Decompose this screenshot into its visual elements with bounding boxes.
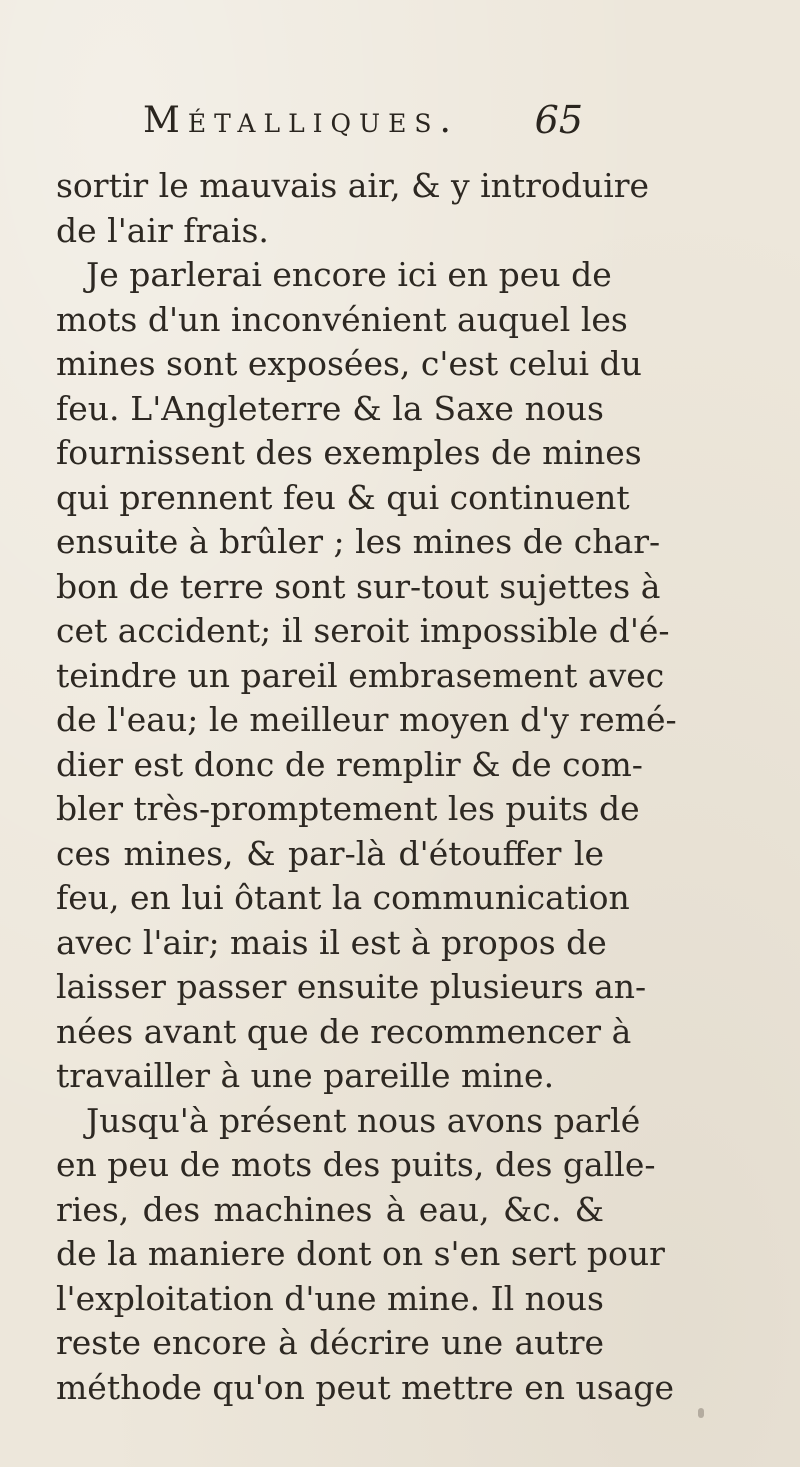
text-line: feu, en lui ôtant la communication (56, 878, 630, 917)
text-line: nées avant que de recommencer à (56, 1011, 632, 1051)
text-line: de la maniere dont on s'en sert pour (56, 1234, 665, 1273)
page-number: 65 (534, 98, 583, 142)
text-line: reste encore à décrire une autre (56, 1323, 604, 1362)
text-line: sortir le mauvais air, & y introduire (56, 166, 650, 205)
page-header (143, 100, 583, 160)
text-line: travailler à une pareille mine. (56, 1056, 555, 1095)
text-line: en peu de mots des puits, des galle- (56, 1145, 656, 1184)
text-line: Je parlerai encore ici en peu de (86, 255, 612, 294)
text-line: cet accident; il seroit impossible d'é- (56, 611, 670, 650)
text-line: dier est donc de remplir & de com- (56, 744, 643, 784)
text-line: fournissent des exemples de mines (56, 433, 642, 472)
text-line: teindre un pareil embrasement avec (56, 655, 665, 695)
text-line: ries, des machines à eau, &c. & (56, 1189, 604, 1229)
text-line: de l'air frais. (56, 210, 269, 250)
text-line: bon de terre sont sur-tout sujettes à (56, 566, 661, 606)
text-line: avec l'air; mais il est à propos de (56, 922, 607, 962)
text-line: de l'eau; le meilleur moyen d'y remé- (56, 700, 677, 739)
text-line: mines sont exposées, c'est celui du (56, 344, 642, 383)
text-line: mots d'un inconvénient auquel les (56, 299, 628, 339)
text-line: laisser passer ensuite plusieurs an- (56, 967, 647, 1006)
text-line: ensuite à brûler ; les mines de char- (56, 522, 661, 561)
running-title: Métalliques. (143, 100, 459, 141)
text-line: ces mines, & par-là d'étouffer le (56, 833, 604, 873)
body-text (56, 164, 677, 1410)
text-line: Jusqu'à présent nous avons parlé (86, 1100, 641, 1140)
text-line: bler très-promptement les puits de (56, 789, 640, 828)
text-line: l'exploitation d'une mine. Il nous (56, 1278, 604, 1318)
text-line: qui prennent feu & qui continuent (56, 477, 630, 517)
ink-smudge (698, 1408, 704, 1418)
text-line: méthode qu'on peut mettre en usage (56, 1367, 674, 1407)
text-line: feu. L'Angleterre & la Saxe nous (56, 388, 604, 428)
